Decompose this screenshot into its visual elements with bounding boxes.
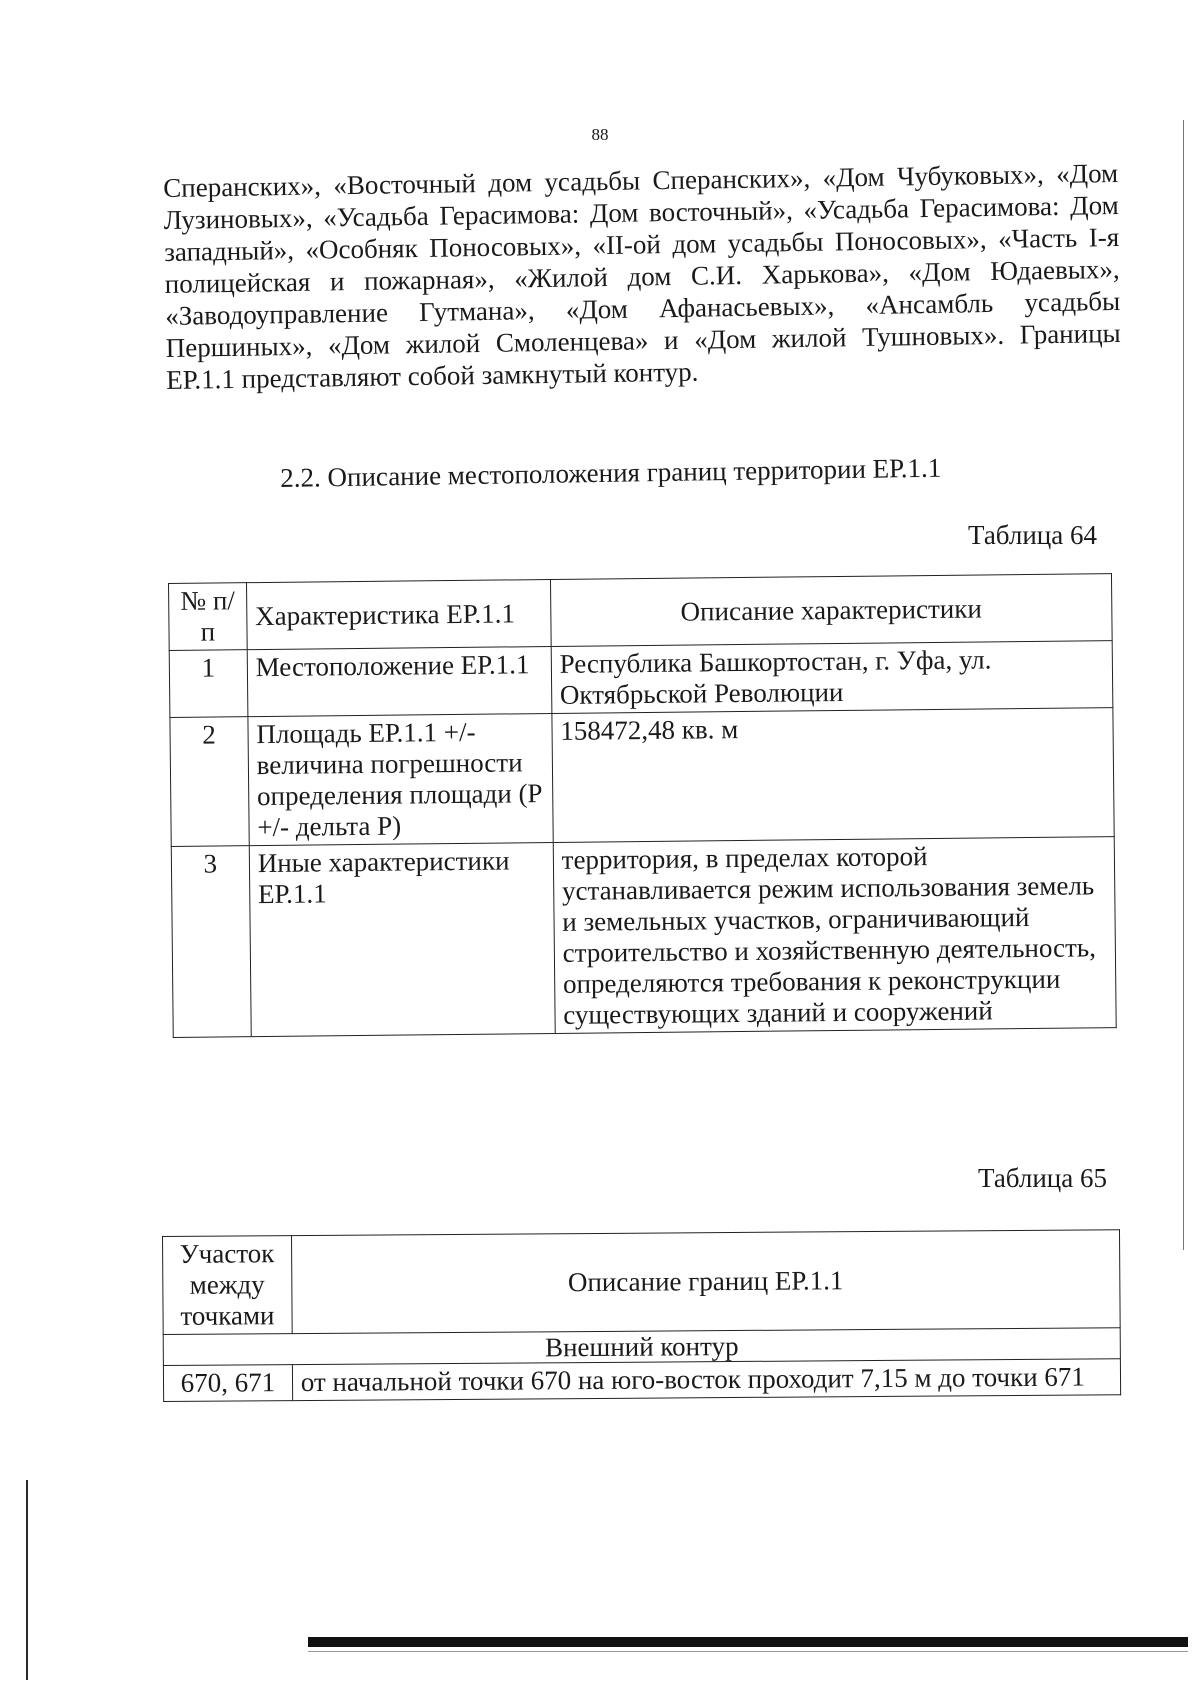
row-number: 2 — [170, 717, 249, 847]
row-number: 1 — [169, 650, 247, 718]
row-description: 158472,48 кв. м — [552, 708, 1115, 843]
row-description: Республика Башкортостан, г. Уфа, ул. Октябрьской Революции — [551, 641, 1113, 714]
table-row — [171, 837, 1116, 1038]
header-cell-boundary-description: Описание границ ЕР.1.1 — [291, 1230, 1120, 1334]
table-64-caption: Таблица 64 — [968, 520, 1097, 550]
section-heading: 2.2. Описание местоположения границ территории ЕР.1.1 — [280, 452, 942, 493]
header-cell-characteristic: Характеристика ЕР.1.1 — [246, 579, 551, 649]
row-segment: 670, 671 — [163, 1365, 292, 1402]
scan-edge-line — [26, 1480, 28, 1680]
scan-bottom-line — [308, 1651, 1188, 1652]
table-row — [169, 641, 1113, 718]
header-cell-segment: Участок между точками — [163, 1236, 292, 1335]
row-number: 3 — [171, 846, 251, 1038]
scan-edge-line — [1183, 120, 1184, 1250]
row-characteristic: Местоположение ЕР.1.1 — [247, 646, 552, 716]
contour-label: Внешний контур — [163, 1328, 1120, 1366]
header-cell-description: Описание характеристики — [550, 574, 1112, 647]
header-cell-number: № п/п — [169, 583, 247, 651]
row-description: территория, в пределах которой устанавливается режим использования земель и земельных участков, ограничивающий строительство и хозяйственную деятельность, определяются требования к реконструкции существующих зданий и сооружений — [553, 837, 1116, 1034]
table-65-caption: Таблица 65 — [978, 1163, 1107, 1193]
table-64 — [168, 573, 1117, 1038]
page-number: 88 — [591, 125, 609, 144]
table-row — [163, 1359, 1120, 1402]
body-paragraph: Сперанских», «Восточный дом усадьбы Сперанских», «Дом Чубуковых», «Дом Лузиновых», «Усадьба Герасимова: Дом восточный», «Усадьба Герасимова: Дом западный», «Особняк Поносовых», «II-ой дом усадьбы Поносовых», «Часть I-я полицейская и пожарная», «Жилой дом С.И. Харькова», «Дом Юдаевых», «Заводоуправление Гутмана», «Дом Афанасьевых», «Ансамбль усадьбы Першиных», «Дом жилой Смоленцева» и «Дом жилой Тушновых». Границы ЕР.1.1 представляют собой замкнутый контур. — [163, 157, 1121, 395]
row-boundary-description: от начальной точки 670 на юго-восток проходит 7,15 м до точки 671 — [292, 1359, 1120, 1401]
table-header-row — [163, 1230, 1121, 1335]
table-row — [170, 708, 1114, 847]
table-65 — [162, 1229, 1121, 1402]
row-characteristic: Площадь ЕР.1.1 +/- величина погрешности определения площади (Р +/- дельта Р) — [248, 713, 553, 845]
table-header-row — [169, 574, 1113, 651]
row-characteristic: Иные характеристики ЕР.1.1 — [249, 842, 555, 1036]
scan-bottom-bar — [308, 1637, 1188, 1647]
